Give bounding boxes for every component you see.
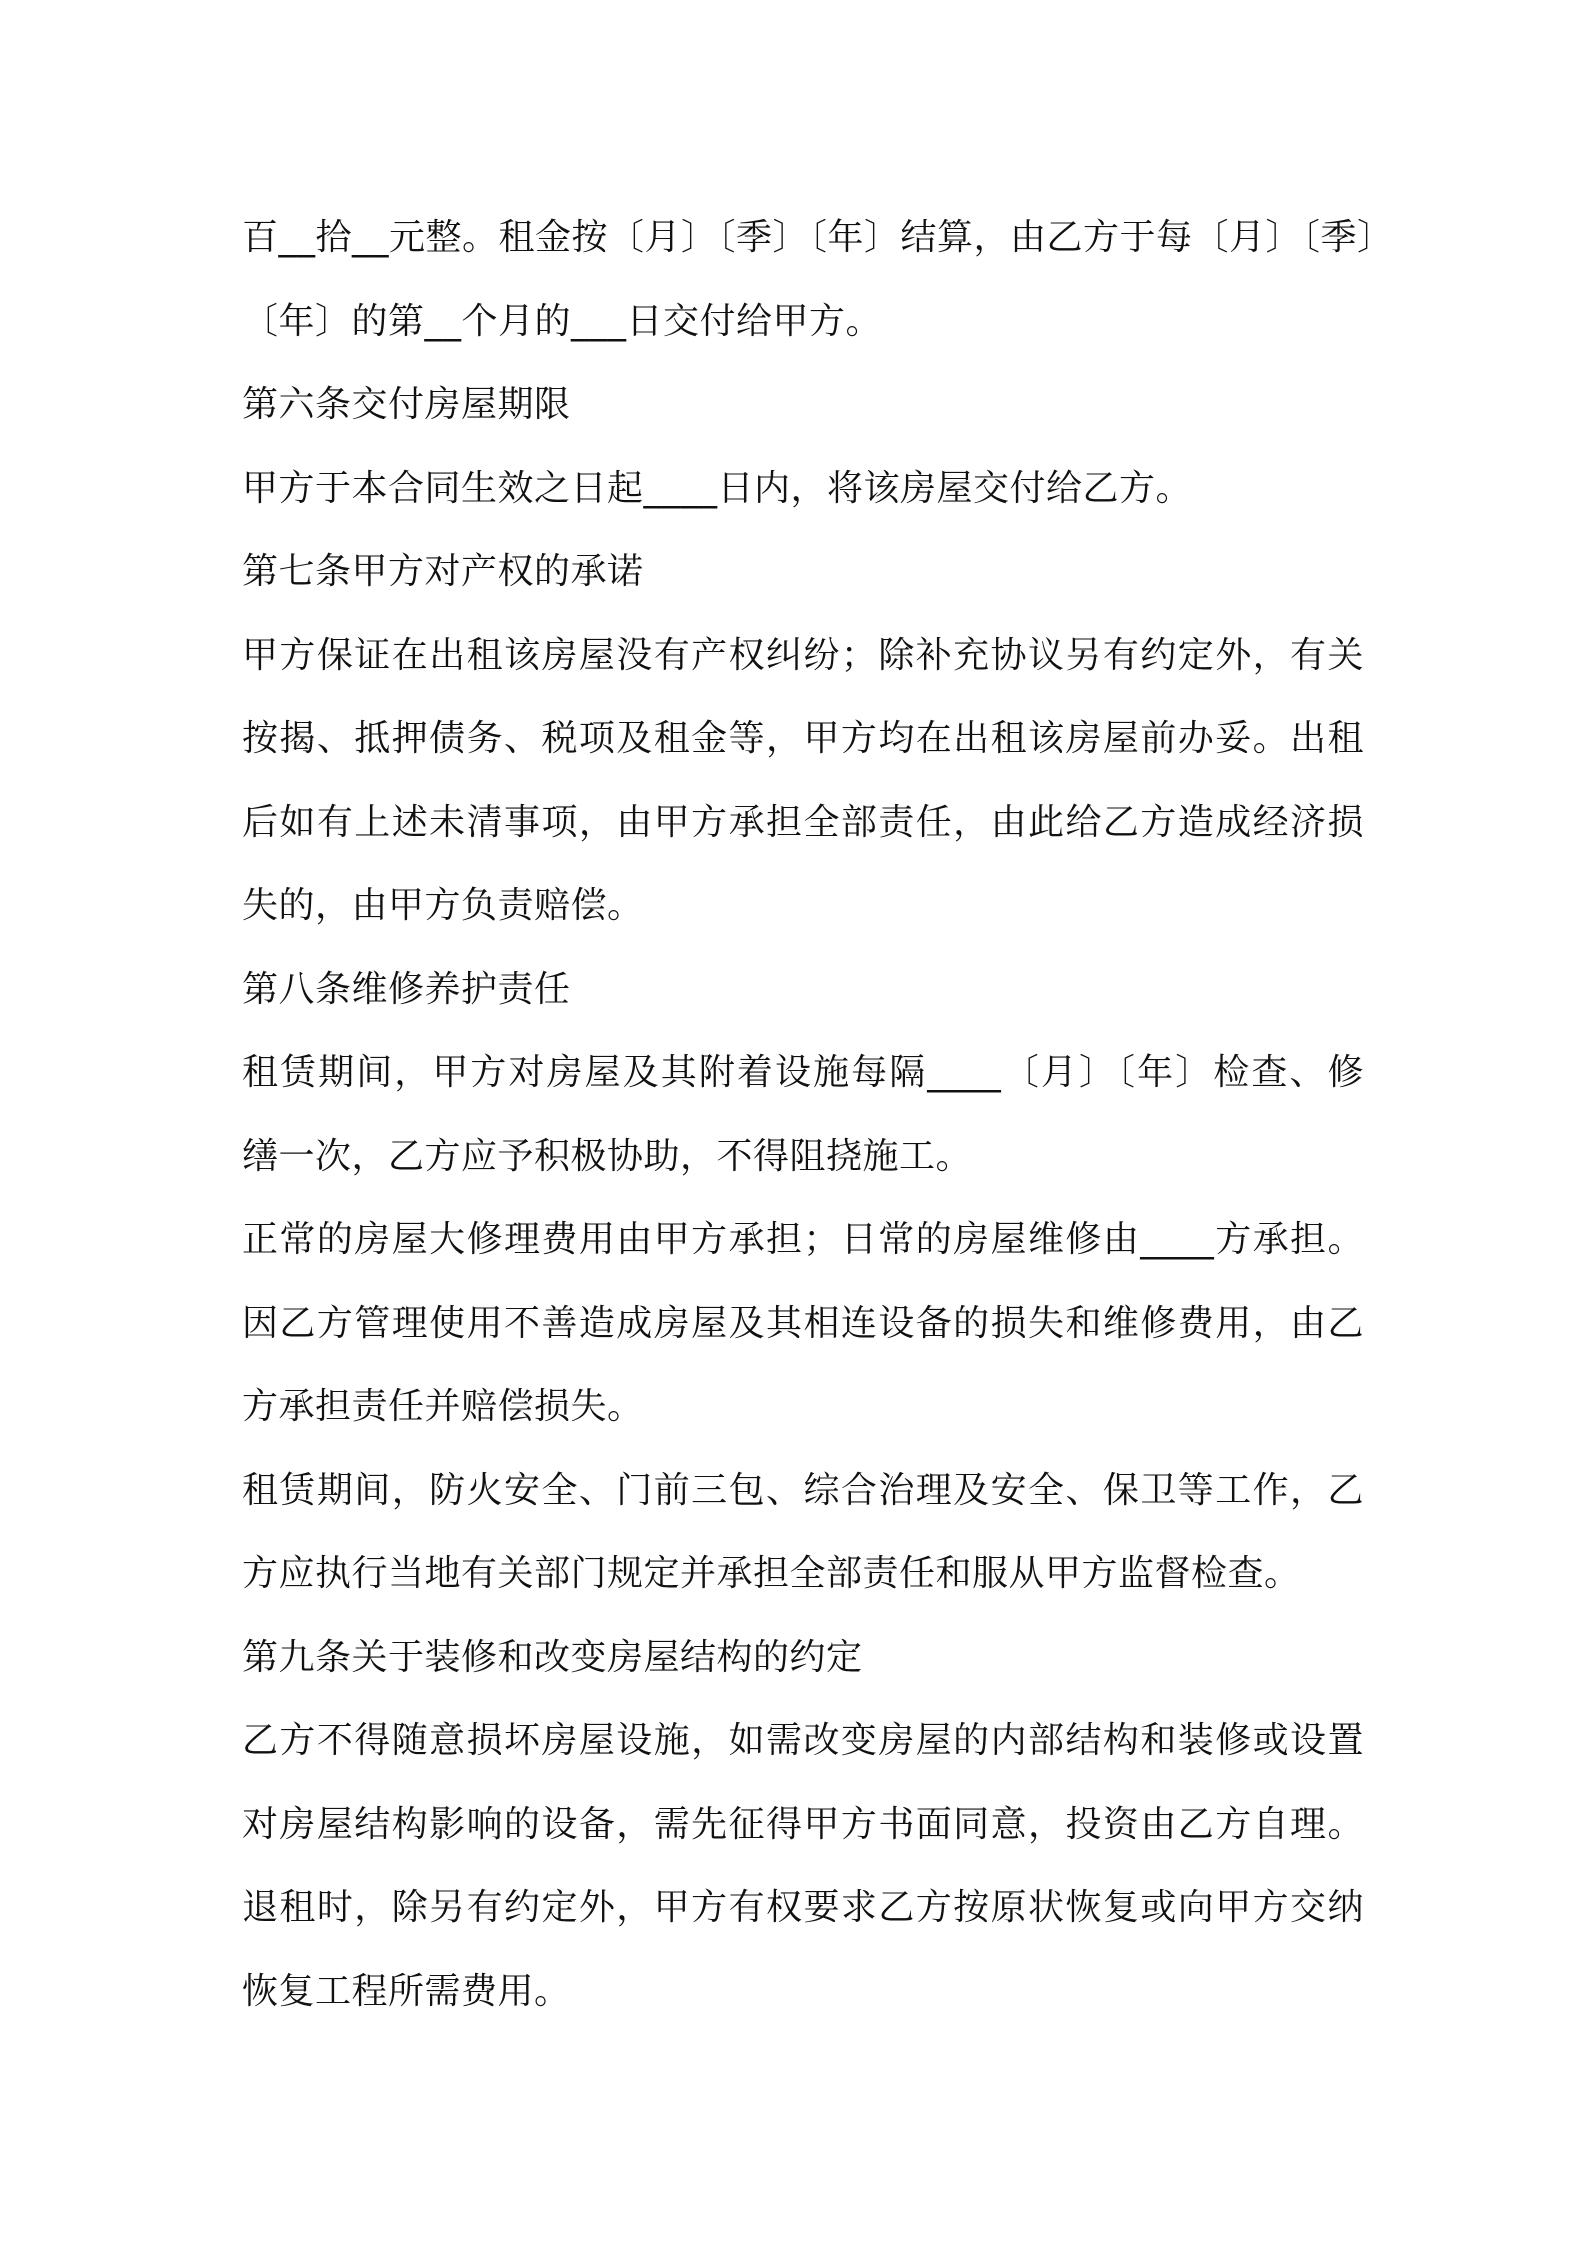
paragraph-line: 恢复工程所需费用。 xyxy=(242,1970,571,2012)
paragraph-line: 租赁期间，防火安全、门前三包、综合治理及安全、保卫等工作，乙 xyxy=(242,1469,1364,1511)
article-heading: 第六条交付房屋期限 xyxy=(242,384,571,425)
paragraph-line: 正常的房屋大修理费用由甲方承担；日常的房屋维修由____方承担。 xyxy=(242,1219,1364,1260)
article-heading: 第八条维修养护责任 xyxy=(242,968,571,1010)
paragraph-line: 〔年〕的第__个月的___日交付给甲方。 xyxy=(242,300,883,342)
paragraph-line: 方承担责任并赔偿损失。 xyxy=(242,1386,644,1427)
paragraph-line: 缮一次，乙方应予积极协助，不得阻挠施工。 xyxy=(242,1135,973,1177)
paragraph-line: 按揭、抵押债务、税项及租金等，甲方均在出租该房屋前办妥。出租 xyxy=(242,718,1364,759)
paragraph-line: 租赁期间，甲方对房屋及其附着设施每隔____〔月〕〔年〕检查、修 xyxy=(242,1052,1364,1093)
paragraph-line: 方应执行当地有关部门规定并承担全部责任和服从甲方监督检查。 xyxy=(242,1553,1301,1594)
document-page xyxy=(242,196,1394,2033)
article-heading: 第九条关于装修和改变房屋结构的约定 xyxy=(242,1636,863,1678)
paragraph-line: 乙方不得随意损坏房屋设施，如需改变房屋的内部结构和装修或设置 xyxy=(242,1720,1364,1761)
article-heading: 第七条甲方对产权的承诺 xyxy=(242,551,644,592)
paragraph-line: 退租时，除另有约定外，甲方有权要求乙方按原状恢复或向甲方交纳 xyxy=(242,1887,1364,1928)
paragraph-line: 失的，由甲方负责赔偿。 xyxy=(242,885,644,926)
paragraph-line: 对房屋结构影响的设备，需先征得甲方书面同意，投资由乙方自理。 xyxy=(242,1803,1364,1845)
paragraph-line: 因乙方管理使用不善造成房屋及其相连设备的损失和维修费用，由乙 xyxy=(242,1302,1364,1344)
paragraph-line: 甲方于本合同生效之日起____日内，将该房屋交付给乙方。 xyxy=(242,467,1193,509)
paragraph-line: 百__拾__元整。租金按〔月〕〔季〕〔年〕结算，由乙方于每〔月〕〔季〕 xyxy=(242,217,1394,258)
paragraph-line: 甲方保证在出租该房屋没有产权纠纷；除补充协议另有约定外，有关 xyxy=(242,634,1364,676)
paragraph-line: 后如有上述未清事项，由甲方承担全部责任，由此给乙方造成经济损 xyxy=(242,801,1364,843)
